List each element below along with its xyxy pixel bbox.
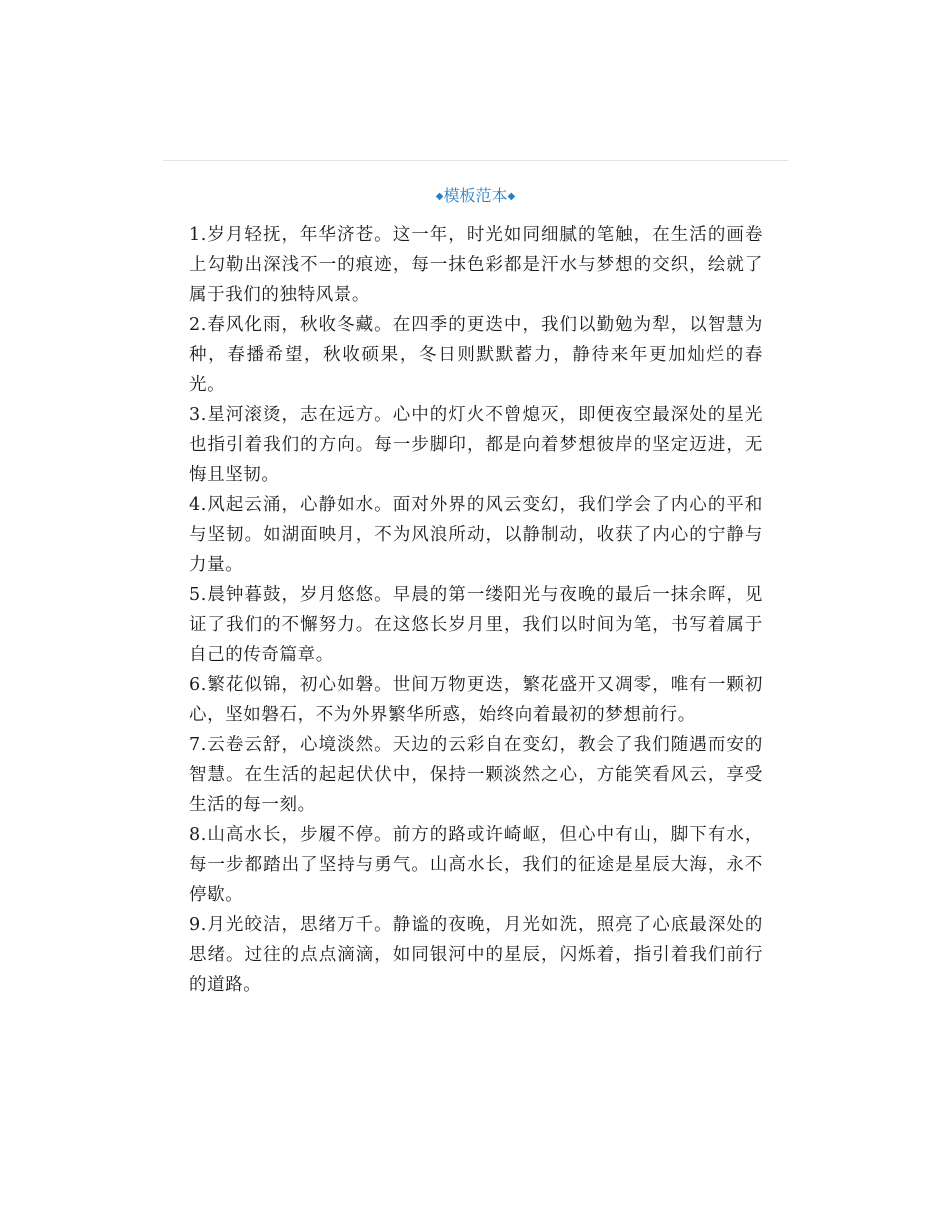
header-divider xyxy=(163,160,788,161)
diamond-icon: ◆ xyxy=(507,191,516,202)
paragraph-5: 5.晨钟暮鼓，岁月悠悠。早晨的第一缕阳光与夜晚的最后一抹余晖，见证了我们的不懈努力。在这悠长岁月里，我们以时间为笔，书写着属于自己的传奇篇章。 xyxy=(189,585,763,665)
paragraph-8: 8.山高水长，步履不停。前方的路或许崎岖，但心中有山，脚下有水，每一步都踏出了坚持与勇气。山高水长，我们的征途是星辰大海，永不停歇。 xyxy=(189,825,763,905)
paragraph-2: 2.春风化雨，秋收冬藏。在四季的更迭中，我们以勤勉为犁，以智慧为种，春播希望，秋收硕果，冬日则默默蓄力，静待来年更加灿烂的春光。 xyxy=(189,315,763,395)
paragraph-7: 7.云卷云舒，心境淡然。天边的云彩自在变幻，教会了我们随遇而安的智慧。在生活的起起伏伏中，保持一颗淡然之心，方能笑看风云，享受生活的每一刻。 xyxy=(189,735,763,815)
paragraph-4: 4.风起云涌，心静如水。面对外界的风云变幻，我们学会了内心的平和与坚韧。如湖面映月，不为风浪所动，以静制动，收获了内心的宁静与力量。 xyxy=(189,495,763,575)
paragraph-list xyxy=(189,220,763,1000)
paragraph-6: 6.繁花似锦，初心如磐。世间万物更迭，繁花盛开又凋零，唯有一颗初心，坚如磐石，不为外界繁华所惑，始终向着最初的梦想前行。 xyxy=(189,675,763,725)
diamond-icon: ◆ xyxy=(435,191,444,202)
paragraph-3: 3.星河滚烫，志在远方。心中的灯火不曾熄灭，即便夜空最深处的星光也指引着我们的方向。每一步脚印，都是向着梦想彼岸的坚定迈进，无悔且坚韧。 xyxy=(189,405,763,485)
paragraph-9: 9.月光皎洁，思绪万千。静谧的夜晚，月光如洗，照亮了心底最深处的思绪。过往的点点滴滴，如同银河中的星辰，闪烁着，指引着我们前行的道路。 xyxy=(189,915,763,995)
section-heading-text: 模板范本 xyxy=(443,186,508,205)
section-heading xyxy=(163,183,788,210)
paragraph-1: 1.岁月轻抚，年华济苍。这一年，时光如同细腻的笔触，在生活的画卷上勾勒出深浅不一的痕迹，每一抹色彩都是汗水与梦想的交织，绘就了属于我们的独特风景。 xyxy=(189,225,763,305)
